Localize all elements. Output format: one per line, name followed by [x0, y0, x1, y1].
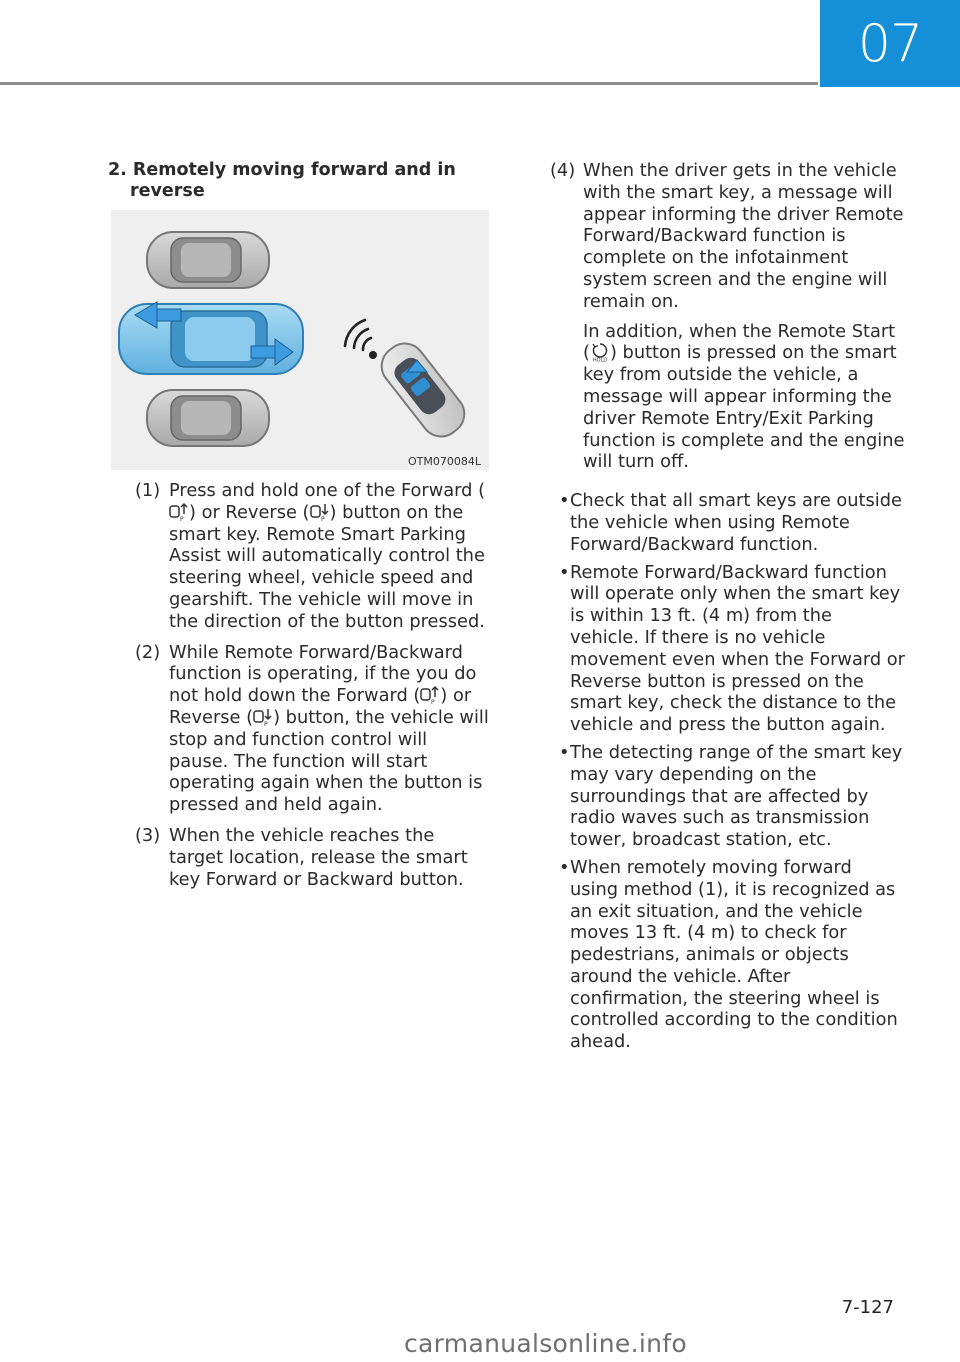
- step-item: [108, 480, 490, 633]
- step-number: (1): [135, 480, 161, 501]
- step-number: (3): [135, 824, 161, 846]
- step-number: (4): [550, 160, 576, 181]
- step-sub-text: ) button is pressed on the smart key from outside the vehicle, a message will appear informing the driver Remote Entry/Exit Parking function is complete and the engine will turn off.: [583, 342, 905, 473]
- step-text: ) button, the vehicle will stop and function control will pause. The function will start operating again when the button is pressed and held again.: [169, 706, 489, 816]
- parked-car-top: [147, 232, 269, 288]
- step-number: (2): [135, 641, 161, 663]
- bullet-marker: •: [559, 561, 570, 583]
- step-text: ) or Reverse (: [169, 685, 472, 728]
- forward-button-icon: [169, 502, 189, 522]
- parked-car-bottom: [147, 390, 269, 446]
- section-heading: 2. Remotely moving forward and in reverse: [108, 160, 456, 201]
- step-sub-paragraph: [583, 321, 905, 474]
- chapter-number: 07: [857, 13, 923, 74]
- bullet-text: The detecting range of the smart key may vary depending on the surroundings that are affected by radio waves such as transmission tower, broadcast station, etc.: [570, 741, 903, 851]
- watermark: carmanualsonline.info: [404, 1329, 687, 1358]
- parking-illustration-svg: [111, 210, 489, 470]
- bullet-text: When remotely moving forward using method (1), it is recognized as an exit situation, and the vehicle moves 13 ft. (4 m) to check for pedestrians, animals or objects around the vehicle. After confirmation, the steering wheel is controlled according to the condition ahead.: [570, 856, 898, 1053]
- figure-code: OTM070084L: [408, 455, 481, 468]
- step-item: [550, 160, 905, 473]
- bullet-list: [550, 490, 905, 1053]
- parking-illustration: [111, 210, 489, 470]
- left-column: [108, 160, 490, 899]
- smart-key-illustration: [374, 335, 473, 444]
- bullet-item: [550, 562, 905, 736]
- bullet-text: Check that all smart keys are outside the vehicle when using Remote Forward/Backward function.: [570, 490, 902, 555]
- step-text: Press and hold one of the Forward (: [169, 480, 486, 501]
- step-text: While Remote Forward/Backward function is operating, if the you do not hold down the Forward (: [169, 641, 477, 707]
- bullet-marker: •: [559, 490, 570, 512]
- bullet-item: [550, 857, 905, 1053]
- svg-text:P: P: [180, 515, 184, 522]
- step-text: ) button on the smart key. Remote Smart Parking Assist will automatically control the steering wheel, vehicle speed and gearshift. The vehicle will move in the direction of the button pressed.: [169, 501, 485, 632]
- page-number: 7-127: [841, 1297, 894, 1318]
- step-item: [108, 825, 490, 890]
- step-text: ) or Reverse (: [189, 501, 310, 523]
- bullet-item: [550, 742, 905, 851]
- bullet-item: [550, 490, 905, 555]
- svg-text:P: P: [431, 699, 435, 706]
- header-rule: [0, 82, 818, 85]
- chapter-tab: [820, 0, 960, 87]
- reverse-button-icon: [253, 707, 273, 727]
- right-column: [550, 160, 905, 1059]
- bullet-text: Remote Forward/Backward function will operate only when the smart key is within 13 ft. (4 m) from the vehicle. If there is no vehicle movement even when the Forward or Reverse button is pressed on the smart key, check the distance to the vehicle and press the button again.: [570, 561, 905, 736]
- svg-text:P: P: [320, 515, 325, 522]
- step-text: When the driver gets in the vehicle with the smart key, a message will appear informing the driver Remote Forward/Backward function is complete on the infotainment system screen and the engine will remain on.: [583, 160, 904, 312]
- reverse-button-icon: [310, 502, 330, 522]
- svg-text:P: P: [264, 720, 268, 727]
- bullet-marker: •: [559, 741, 570, 763]
- remote-start-hold-icon: [590, 342, 610, 362]
- step-text: When the vehicle reaches the target location, release the smart key Forward or Backward button.: [169, 824, 468, 890]
- step-sub-text: In addition, when the Remote Start (: [583, 320, 896, 364]
- wireless-signal-icon: [345, 320, 377, 359]
- bullet-marker: •: [559, 856, 570, 878]
- hold-label: HOLD: [592, 357, 608, 363]
- forward-button-icon: [420, 685, 440, 705]
- step-item: [108, 642, 490, 816]
